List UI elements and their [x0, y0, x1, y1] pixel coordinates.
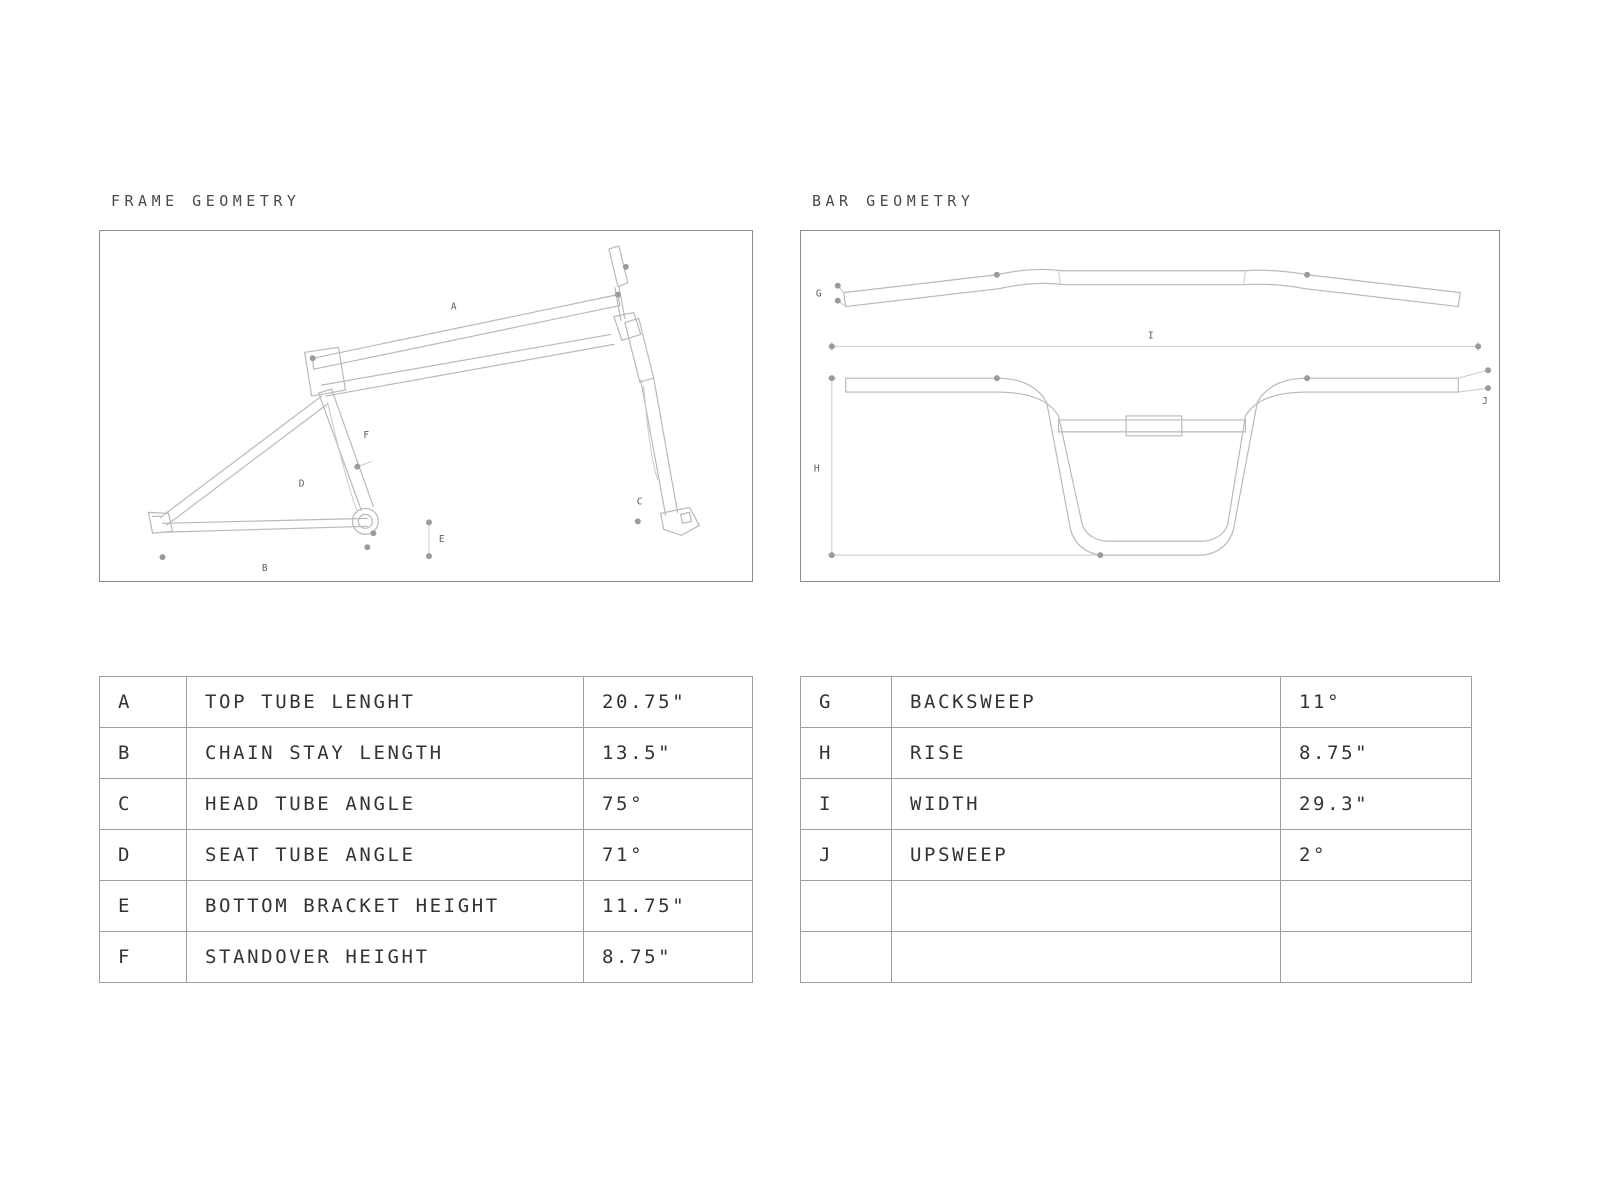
row-name: SEAT TUBE ANGLE: [187, 830, 584, 881]
row-name: UPSWEEP: [892, 830, 1281, 881]
row-value: [1281, 881, 1472, 932]
row-key: H: [801, 728, 892, 779]
row-name: [892, 881, 1281, 932]
row-value: 8.75": [1281, 728, 1472, 779]
svg-text:C: C: [636, 496, 643, 508]
table-row: [100, 881, 753, 932]
row-value: 71°: [584, 830, 753, 881]
bar-dimension-labels: [814, 289, 1488, 475]
row-key: C: [100, 779, 187, 830]
svg-text:D: D: [298, 478, 305, 490]
row-name: TOP TUBE LENGHT: [187, 677, 584, 728]
svg-text:B: B: [261, 563, 269, 575]
row-value: 75°: [584, 779, 753, 830]
row-name: BOTTOM BRACKET HEIGHT: [187, 881, 584, 932]
frame-geometry-title: FRAME GEOMETRY: [111, 192, 301, 210]
row-value: 13.5": [584, 728, 753, 779]
svg-text:F: F: [363, 429, 370, 441]
table-row: [801, 881, 1472, 932]
bar-dimension-points: [829, 272, 1491, 558]
row-value: 11°: [1281, 677, 1472, 728]
table-row: [100, 779, 753, 830]
row-value: 29.3": [1281, 779, 1472, 830]
row-key: E: [100, 881, 187, 932]
frame-geometry-table: [99, 676, 753, 983]
frame-dimension-labels: [262, 302, 643, 575]
row-value: 20.75": [584, 677, 753, 728]
table-row: [801, 779, 1472, 830]
svg-text:A: A: [450, 301, 458, 313]
row-name: HEAD TUBE ANGLE: [187, 779, 584, 830]
table-row: [100, 830, 753, 881]
table-row: [100, 932, 753, 983]
table-row: [100, 728, 753, 779]
frame-dimension-points: [160, 264, 641, 560]
table-row: [801, 830, 1472, 881]
frame-dimension-leaders: [328, 386, 658, 556]
row-key: B: [100, 728, 187, 779]
row-name: WIDTH: [892, 779, 1281, 830]
row-name: [892, 932, 1281, 983]
row-key: A: [100, 677, 187, 728]
svg-text:I: I: [1148, 330, 1155, 342]
row-key: J: [801, 830, 892, 881]
frame-drawing-lines: [149, 246, 700, 535]
table-row: [801, 932, 1472, 983]
row-value: 11.75": [584, 881, 753, 932]
table-row: [801, 677, 1472, 728]
row-name: CHAIN STAY LENGTH: [187, 728, 584, 779]
svg-text:J: J: [1482, 396, 1489, 408]
bar-front-view: [846, 378, 1459, 555]
frame-geometry-drawing: [99, 230, 753, 582]
svg-text:E: E: [438, 534, 446, 546]
row-value: 8.75": [584, 932, 753, 983]
row-key: I: [801, 779, 892, 830]
row-name: RISE: [892, 728, 1281, 779]
row-name: BACKSWEEP: [892, 677, 1281, 728]
bar-geometry-title: BAR GEOMETRY: [812, 192, 975, 210]
row-key: [801, 881, 892, 932]
row-key: G: [801, 677, 892, 728]
row-key: F: [100, 932, 187, 983]
row-value: 2°: [1281, 830, 1472, 881]
svg-text:H: H: [813, 463, 821, 475]
table-row: [100, 677, 753, 728]
row-key: [801, 932, 892, 983]
row-value: [1281, 932, 1472, 983]
table-row: [801, 728, 1472, 779]
bar-top-view: [844, 269, 1460, 306]
svg-text:G: G: [815, 288, 823, 300]
bar-geometry-table: [800, 676, 1472, 983]
row-name: STANDOVER HEIGHT: [187, 932, 584, 983]
bar-geometry-drawing: [800, 230, 1500, 582]
row-key: D: [100, 830, 187, 881]
